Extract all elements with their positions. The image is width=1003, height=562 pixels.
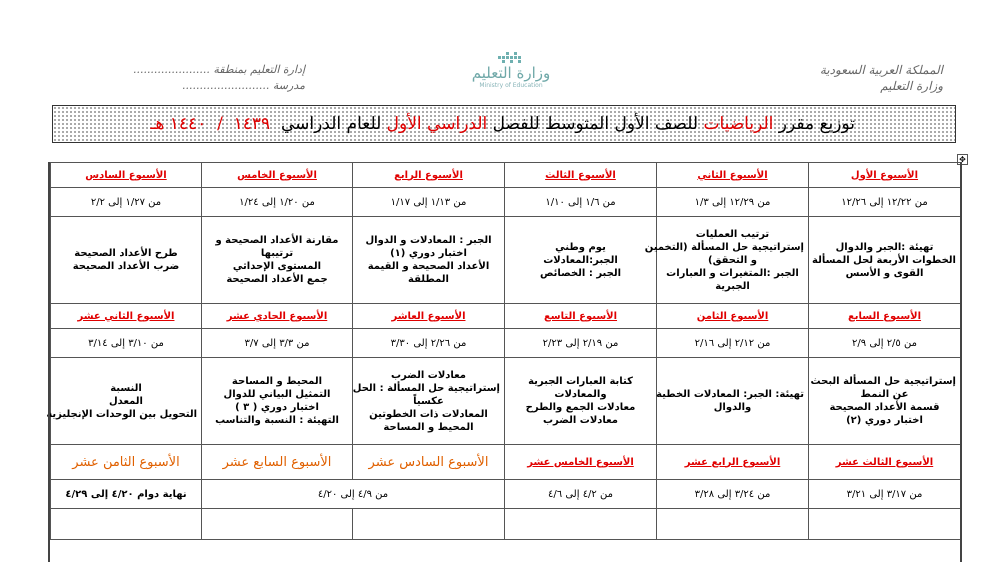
title-banner bbox=[52, 105, 956, 143]
lesson-line: النسبة bbox=[110, 382, 142, 394]
lesson-cell bbox=[202, 217, 353, 304]
title-part: للعام الدراسي bbox=[270, 114, 387, 134]
lesson-cell bbox=[202, 358, 353, 445]
kingdom-name: المملكة العربية السعودية bbox=[819, 63, 943, 77]
lesson-line: قسمة الأعداد الصحيحة bbox=[829, 402, 940, 413]
lesson-line: كتابة العبارات الجبرية bbox=[528, 376, 633, 387]
schedule-table bbox=[46, 162, 961, 540]
lesson-cell bbox=[644, 217, 809, 304]
week-label: الأسبوع التاسع bbox=[505, 304, 657, 329]
date-range: من ١٢/٢٩ إلى ١/٣ bbox=[657, 188, 809, 217]
lesson-cell bbox=[809, 217, 961, 304]
date-range: من ٣/٢٤ إلى ٣/٢٨ bbox=[657, 480, 809, 509]
lesson-line: الجبر:المعادلات bbox=[543, 254, 618, 266]
date-range: نهاية دوام ٤/٢٠ إلى ٤/٢٩ bbox=[51, 480, 202, 509]
date-range: من ٣/٣ إلى ٣/٧ bbox=[202, 329, 353, 358]
lesson-cell bbox=[353, 217, 505, 304]
region-line: إدارة التعليم بمنطقة ...................... bbox=[132, 63, 305, 76]
date-range: من ٢/١٩ إلى ٢/٢٣ bbox=[505, 329, 657, 358]
week-label: الأسبوع الخامس عشر bbox=[505, 445, 657, 480]
week-label: الأسبوع الخامس bbox=[202, 163, 353, 188]
lesson-line: ترتيبها bbox=[260, 248, 294, 259]
region-header bbox=[105, 62, 305, 94]
week-label: الأسبوع السابع عشر bbox=[202, 445, 353, 480]
title-year: ١٤٣٩ / ١٤٤٠ هـ bbox=[150, 114, 271, 134]
lesson-line: التمثيل البياني للدوال bbox=[223, 389, 331, 400]
lesson-line: الأعداد الصحيحة و القيمة bbox=[367, 261, 490, 272]
lesson-line: ترتيب العمليات bbox=[695, 228, 770, 240]
logo-text-ar: وزارة التعليم bbox=[471, 64, 551, 82]
week-label: الأسبوع الحادي عشر bbox=[202, 304, 353, 329]
lesson-line: والدوال bbox=[713, 402, 752, 413]
title-part: للصف الأول المتوسط للفصل bbox=[487, 114, 704, 134]
date-range: من ٣/١٧ إلى ٣/٢١ bbox=[809, 480, 961, 509]
lesson-line: اختبار دوري (٢) bbox=[846, 415, 923, 426]
lesson-line: مقارنة الأعداد الصحيحة و bbox=[215, 235, 339, 246]
week-label: الأسبوع العاشر bbox=[353, 304, 505, 329]
title-part: توزيع مقرر bbox=[773, 114, 855, 134]
lessons-row bbox=[51, 217, 961, 304]
lesson-cell bbox=[657, 358, 809, 445]
school-line: مدرسة ......................... bbox=[181, 79, 305, 92]
week-label: الأسبوع الرابع bbox=[353, 163, 505, 188]
dates-row bbox=[51, 480, 961, 509]
week-header-row bbox=[51, 445, 961, 480]
lesson-line: الخطوات الأربعة لحل المسألة bbox=[812, 254, 956, 266]
lesson-cell bbox=[46, 358, 202, 445]
lesson-cell bbox=[809, 358, 961, 445]
week-label: الأسبوع السادس bbox=[51, 163, 202, 188]
lesson-line: والمعادلات bbox=[554, 389, 607, 400]
lessons-row bbox=[51, 509, 961, 540]
title-subject: الرياضيات bbox=[703, 114, 774, 134]
lesson-line: اختبار دوري (١) bbox=[390, 248, 467, 259]
lesson-line: المطلقة bbox=[408, 274, 449, 285]
lesson-line: تهيئة: الجبر: المعادلات الخطية bbox=[656, 389, 804, 400]
lesson-cell bbox=[51, 217, 202, 304]
lesson-cell bbox=[353, 509, 505, 540]
week-header-row bbox=[51, 304, 961, 329]
lesson-line: تهيئة :الجبر والدوال bbox=[835, 241, 934, 253]
lesson-line: معادلات الضرب bbox=[542, 415, 618, 426]
lesson-line: الجبر : المعادلات و الدوال bbox=[365, 235, 492, 246]
date-range: من ٢/٥ إلى ٢/٩ bbox=[809, 329, 961, 358]
lesson-line: إستراتيجية حل المسألة : الحل bbox=[352, 382, 500, 394]
title-text bbox=[53, 106, 955, 142]
lesson-cell bbox=[51, 509, 202, 540]
week-label: الأسبوع الثالث bbox=[505, 163, 657, 188]
lesson-line: التهيئة : النسبة والتناسب bbox=[215, 415, 339, 426]
lesson-cell bbox=[505, 217, 657, 304]
lesson-line: المحيط و المساحة bbox=[231, 376, 323, 387]
lesson-line: القوى و الأسس bbox=[845, 267, 924, 279]
lesson-line: معادلات الجمع والطرح bbox=[525, 402, 636, 413]
dates-row bbox=[51, 329, 961, 358]
lesson-line: اختبار دوري ( ٣ ) bbox=[235, 402, 319, 413]
lessons-row bbox=[51, 358, 961, 445]
lesson-cell bbox=[505, 509, 657, 540]
date-range: من ٤/٢ إلى ٤/٦ bbox=[505, 480, 657, 509]
kingdom-header bbox=[820, 62, 943, 94]
lesson-line: عكسياً bbox=[413, 395, 444, 407]
lesson-line: الجبرية bbox=[715, 280, 750, 292]
lesson-cell bbox=[202, 509, 353, 540]
title-term: الدراسي الأول bbox=[386, 114, 488, 134]
lesson-line: و التحقق) bbox=[708, 254, 757, 266]
lesson-line: معادلات الضرب bbox=[390, 369, 466, 381]
lesson-line: المعدل bbox=[109, 395, 143, 407]
week-label: الأسبوع الثامن عشر bbox=[51, 445, 202, 480]
week-label: الأسبوع الرابع عشر bbox=[657, 445, 809, 480]
lesson-line: طرح الأعداد الصحيحة bbox=[74, 248, 178, 259]
dates-row bbox=[51, 188, 961, 217]
date-range: من ٢/١٢ إلى ٢/١٦ bbox=[657, 329, 809, 358]
lesson-line: يوم وطني bbox=[555, 241, 606, 253]
lesson-cell bbox=[657, 509, 809, 540]
lesson-line: المحيط و المساحة bbox=[383, 421, 474, 433]
week-label: الأسبوع السادس عشر bbox=[353, 445, 505, 480]
week-label: الأسبوع الثاني عشر bbox=[51, 304, 202, 329]
lesson-line: الجبر :المتغيرات و العبارات bbox=[666, 267, 799, 279]
lesson-line: ضرب الأعداد الصحيحة bbox=[72, 261, 180, 272]
lesson-line: إستراتيجية حل المسألة البحث bbox=[810, 376, 956, 387]
week-label: الأسبوع الثامن bbox=[657, 304, 809, 329]
date-range: من ١/٦ إلى ١/١٠ bbox=[505, 188, 657, 217]
week-label: الأسبوع الأول bbox=[809, 163, 961, 188]
week-label: الأسبوع السابع bbox=[809, 304, 961, 329]
lesson-cell bbox=[809, 509, 961, 540]
lesson-line: التحويل بين الوحدات الإنجليزية bbox=[46, 408, 197, 420]
lesson-line: عن النمط bbox=[860, 389, 909, 400]
date-range: من ٤/٩ إلى ٤/٢٠ bbox=[202, 480, 505, 509]
table-move-handle-icon[interactable]: ✥ bbox=[957, 154, 968, 165]
date-range: من ١٢/٢٢ إلى ١٢/٢٦ bbox=[809, 188, 961, 217]
date-range: من ٣/١٠ إلى ٣/١٤ bbox=[51, 329, 202, 358]
lesson-cell bbox=[505, 358, 657, 445]
date-range: من ١/٢٧ إلى ٢/٢ bbox=[51, 188, 202, 217]
lesson-line: الجبر : الخصائص bbox=[539, 267, 622, 279]
week-header-row bbox=[51, 163, 961, 188]
week-label: الأسبوع الثاني bbox=[657, 163, 809, 188]
date-range: من ٢/٢٦ إلى ٣/٣٠ bbox=[353, 329, 505, 358]
lesson-line: المعادلات ذات الخطوتين bbox=[369, 408, 488, 420]
lesson-line: المستوى الإحداثي bbox=[232, 261, 322, 272]
lesson-line: جمع الأعداد الصحيحة bbox=[226, 274, 328, 285]
logo-text-en: Ministry of Education bbox=[479, 82, 543, 89]
lesson-line: إستراتيجية حل المسألة (التخمين bbox=[644, 241, 804, 253]
date-range: من ١/٢٠ إلى ١/٢٤ bbox=[202, 188, 353, 217]
date-range: من ١/١٣ إلى ١/١٧ bbox=[353, 188, 505, 217]
week-label: الأسبوع الثالث عشر bbox=[809, 445, 961, 480]
ministry-name: وزارة التعليم bbox=[880, 79, 943, 93]
ministry-logo bbox=[470, 52, 552, 92]
lesson-cell bbox=[353, 358, 505, 445]
